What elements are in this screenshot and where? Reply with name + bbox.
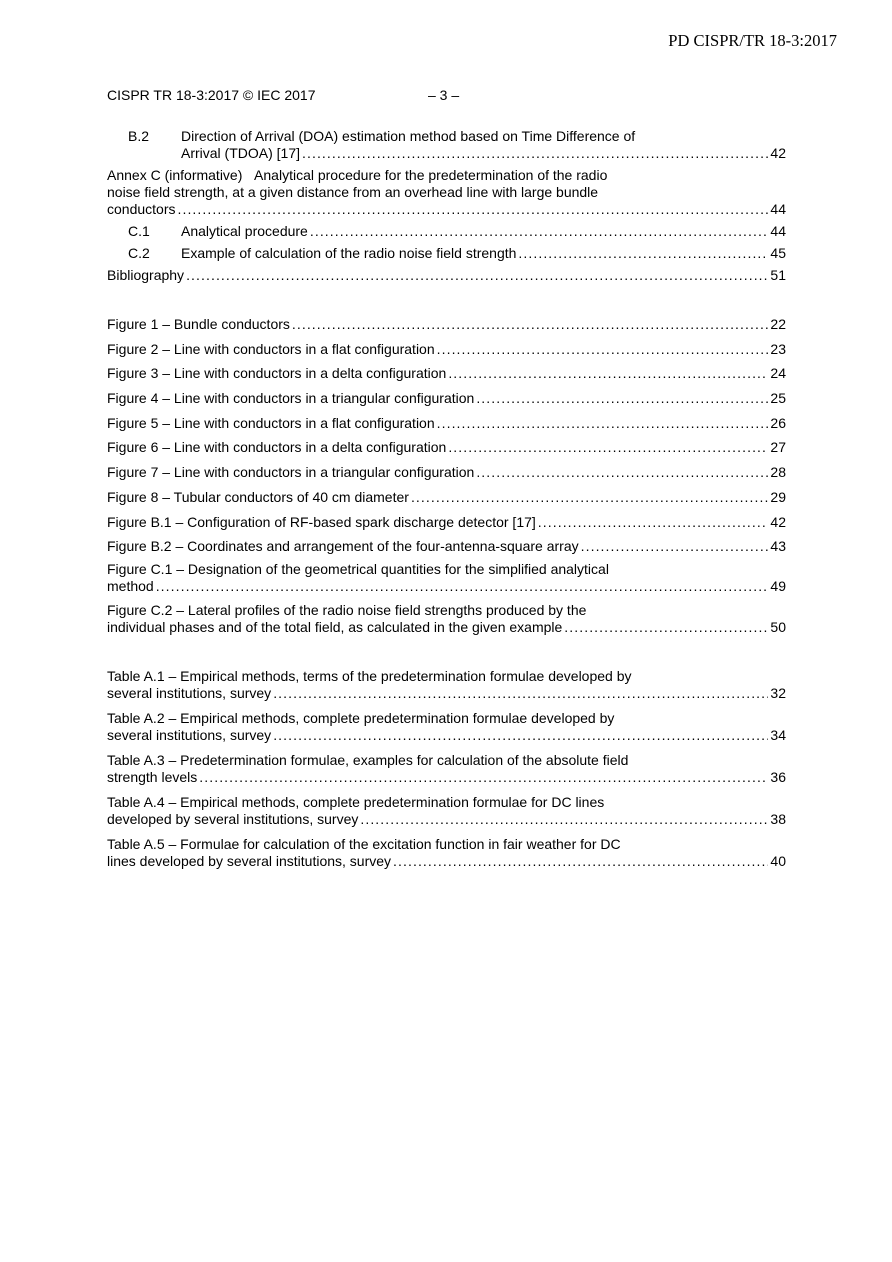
figure-entry[interactable] [107, 365, 786, 382]
toc-text: strength levels [107, 769, 198, 786]
toc-page: 24 [770, 365, 786, 382]
dot-leader [448, 365, 768, 382]
table-entry[interactable] [107, 668, 786, 702]
dot-leader [360, 811, 768, 828]
toc-page: 43 [770, 538, 786, 555]
toc-text: Table A.1 – Empirical methods, terms of the predetermination formulae developed by [107, 668, 632, 685]
dot-leader [538, 514, 769, 531]
toc-text: Figure 7 – Line with conductors in a triangular configuration [107, 464, 475, 481]
toc-text: Figure 4 – Line with conductors in a triangular configuration [107, 390, 475, 407]
toc-text: Figure 3 – Line with conductors in a delta configuration [107, 365, 447, 382]
toc-page: 51 [770, 267, 786, 283]
figure-entry[interactable] [107, 538, 786, 555]
toc-text: conductors [107, 201, 176, 217]
figure-entry[interactable] [107, 514, 786, 531]
dot-leader [564, 619, 768, 636]
table-entry[interactable] [107, 794, 786, 828]
toc-page: 28 [770, 464, 786, 481]
toc-text: Figure C.1 – Designation of the geometrical quantities for the simplified analytical [107, 561, 609, 578]
dot-leader [393, 853, 768, 870]
dot-leader [581, 538, 769, 555]
toc-text: individual phases and of the total field, as calculated in the given example [107, 619, 563, 636]
toc-text: Table A.2 – Empirical methods, complete predetermination formulae developed by [107, 710, 615, 727]
toc-text: noise field strength, at a given distance from an overhead line with large bundle [107, 184, 599, 200]
toc-page: 26 [770, 414, 786, 431]
toc-text: Figure B.1 – Configuration of RF-based spark discharge detector [17] [107, 513, 536, 530]
dot-leader [199, 769, 768, 786]
toc-entry-b2[interactable] [107, 128, 786, 162]
list-of-figures [107, 316, 786, 636]
toc-text: Example of calculation of the radio noise field strength [181, 245, 517, 261]
toc-page: 27 [770, 439, 786, 456]
toc-page: 36 [770, 769, 786, 786]
toc-text: Figure 8 – Tubular conductors of 40 cm diameter [107, 488, 409, 505]
table-of-contents [107, 128, 786, 870]
toc-text: Arrival (TDOA) [17] [181, 145, 301, 161]
toc-page: 38 [770, 811, 786, 828]
toc-text: Table A.5 – Formulae for calculation of the excitation function in fair weather for DC [107, 836, 621, 853]
toc-entry-bibliography[interactable] [107, 267, 786, 284]
document-id-header: PD CISPR/TR 18-3:2017 [668, 31, 837, 50]
toc-page: 23 [770, 340, 786, 357]
toc-entry-c2[interactable] [107, 245, 786, 262]
toc-page: 44 [770, 223, 786, 239]
table-entry[interactable] [107, 710, 786, 744]
dot-leader [476, 464, 768, 481]
figure-entry[interactable] [107, 464, 786, 481]
figure-entry[interactable] [107, 561, 786, 595]
table-entry[interactable] [107, 752, 786, 786]
toc-text: Figure 6 – Line with conductors in a delta configuration [107, 439, 447, 456]
toc-entry-c1[interactable] [107, 223, 786, 240]
toc-page: 34 [770, 727, 786, 744]
dot-leader [411, 489, 768, 506]
dot-leader [186, 267, 768, 284]
dot-leader [156, 578, 769, 595]
toc-text: Figure B.2 – Coordinates and arrangement of the four-antenna-square array [107, 538, 579, 555]
toc-number: B.2 [128, 128, 150, 144]
toc-page: 49 [770, 578, 786, 595]
toc-page: 25 [770, 390, 786, 407]
list-of-tables [107, 668, 786, 870]
toc-page: 40 [770, 853, 786, 870]
toc-text: Table A.3 – Predetermination formulae, examples for calculation of the absolute field [107, 752, 629, 769]
toc-text: method [107, 578, 154, 595]
dot-leader [448, 439, 768, 456]
toc-page: 50 [770, 619, 786, 636]
toc-page: 29 [770, 488, 786, 505]
figure-entry[interactable] [107, 602, 786, 636]
dot-leader [518, 245, 768, 262]
toc-text: Bibliography [107, 267, 185, 283]
figure-entry[interactable] [107, 316, 786, 333]
toc-text: developed by several institutions, survey [107, 811, 359, 828]
toc-page: 45 [770, 245, 786, 261]
toc-text: lines developed by several institutions, survey [107, 853, 392, 870]
dot-leader [476, 390, 768, 407]
toc-text: Figure 1 – Bundle conductors [107, 316, 290, 332]
figure-entry[interactable] [107, 439, 786, 456]
toc-page: 22 [770, 316, 786, 332]
figure-entry[interactable] [107, 390, 786, 407]
toc-text: several institutions, survey [107, 727, 272, 744]
table-entry[interactable] [107, 836, 786, 870]
dot-leader [273, 685, 768, 702]
figure-entry[interactable] [107, 489, 786, 506]
dot-leader [177, 201, 768, 218]
toc-text: Figure C.2 – Lateral profiles of the radio noise field strengths produced by the [107, 602, 587, 619]
toc-text: Direction of Arrival (DOA) estimation method based on Time Difference of [181, 128, 636, 144]
toc-text: Table A.4 – Empirical methods, complete predetermination formulae for DC lines [107, 794, 605, 811]
dot-leader [292, 316, 769, 333]
toc-text: Annex C (informative) Analytical procedure for the predetermination of the radio [107, 167, 608, 183]
toc-page: 42 [770, 145, 786, 161]
toc-text: Analytical procedure [181, 223, 308, 239]
figure-entry[interactable] [107, 415, 786, 432]
dot-leader [302, 145, 768, 162]
page-number: – 3 – [428, 87, 460, 103]
copyright-line: CISPR TR 18-3:2017 © IEC 2017 [107, 87, 316, 103]
toc-text: Figure 5 – Line with conductors in a flat configuration [107, 414, 435, 431]
dot-leader [273, 727, 768, 744]
dot-leader [310, 223, 769, 240]
toc-number: C.2 [128, 245, 150, 261]
dot-leader [437, 341, 769, 358]
dot-leader [437, 415, 769, 432]
toc-page: 32 [770, 685, 786, 702]
toc-page: 42 [770, 513, 786, 530]
toc-page: 44 [770, 201, 786, 217]
toc-text: several institutions, survey [107, 685, 272, 702]
toc-entry-annex-c[interactable] [107, 167, 786, 218]
figure-entry[interactable] [107, 341, 786, 358]
toc-text: Figure 2 – Line with conductors in a flat configuration [107, 340, 435, 357]
toc-number: C.1 [128, 223, 150, 239]
